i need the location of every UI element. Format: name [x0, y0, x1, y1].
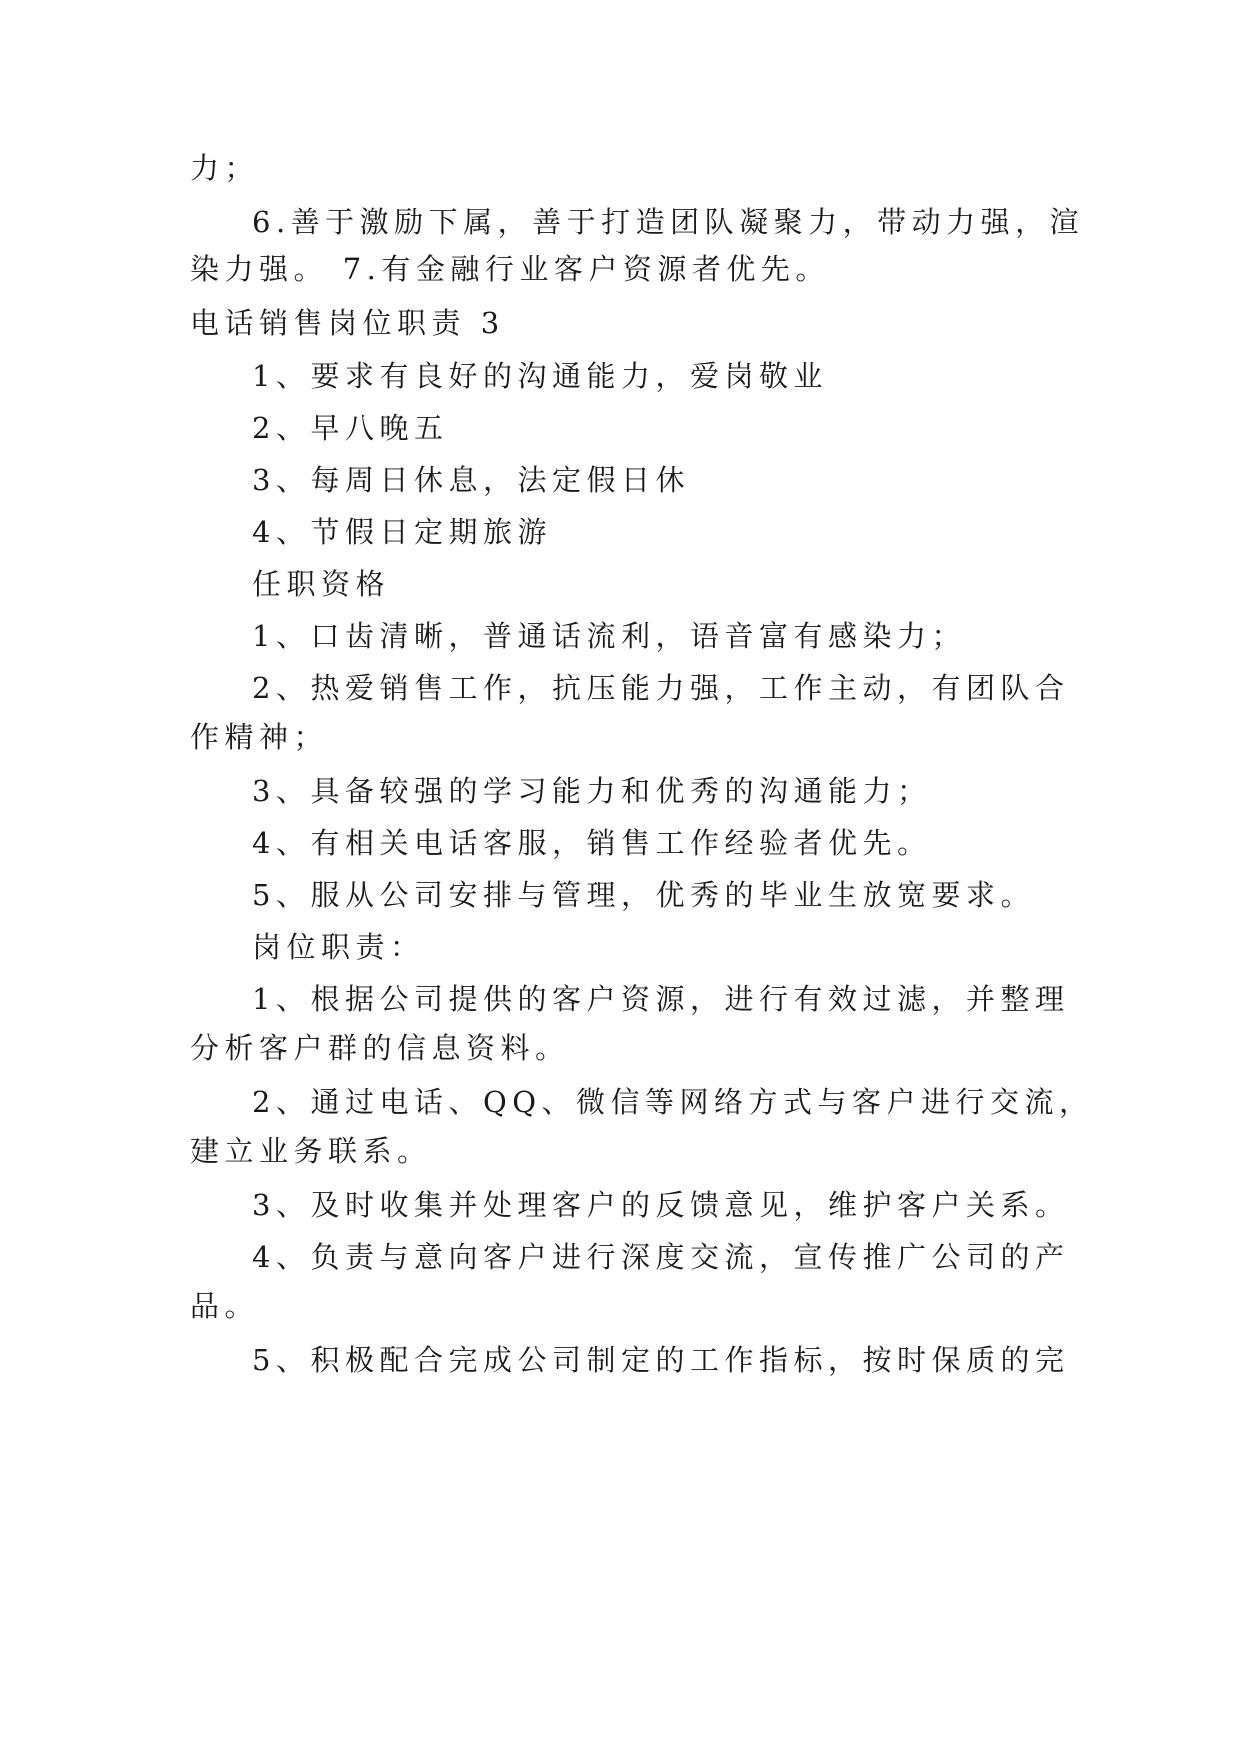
text-line: 5、服从公司安排与管理，优秀的毕业生放宽要求。: [252, 878, 1035, 912]
text-line: 5、积极配合完成公司制定的工作指标，按时保质的完: [252, 1343, 1070, 1377]
text-line: 4、负责与意向客户进行深度交流，宣传推广公司的产: [252, 1240, 1070, 1274]
text-line: 作精神；: [190, 720, 329, 754]
text-line: 染力强。 7.有金融行业客户资源者优先。: [190, 252, 830, 286]
text-line: 任职资格: [252, 567, 391, 601]
text-line: 1、口齿清晰，普通话流利，语音富有感染力；: [252, 619, 966, 653]
text-line: 3、具备较强的学习能力和优秀的沟通能力；: [252, 774, 932, 808]
text-line: 分析客户群的信息资料。: [190, 1031, 570, 1065]
text-line: 4、有相关电话客服，销售工作经验者优先。: [252, 826, 932, 860]
text-line: 3、及时收集并处理客户的反馈意见，维护客户关系。: [252, 1188, 1070, 1222]
text-line: 6.善于激励下属，善于打造团队凝聚力，带动力强，渲: [252, 205, 1085, 239]
text-line: 2、热爱销售工作，抗压能力强，工作主动，有团队合: [252, 671, 1070, 705]
text-line: 岗位职责：: [252, 930, 425, 964]
text-line: 1、要求有良好的沟通能力，爱岗敬业: [252, 359, 828, 393]
text-line: 建立业务联系。: [190, 1134, 432, 1168]
text-line: 2、通过电话、QQ、微信等网络方式与客户进行交流，: [252, 1085, 1094, 1119]
text-line: 力；: [190, 151, 260, 185]
text-line: 2、早八晚五: [252, 411, 449, 445]
text-line: 电话销售岗位职责 3: [190, 306, 505, 340]
text-line: 3、每周日休息，法定假日休: [252, 463, 690, 497]
text-line: 品。: [190, 1289, 260, 1323]
text-line: 1、根据公司提供的客户资源，进行有效过滤，并整理: [252, 982, 1070, 1016]
text-line: 4、节假日定期旅游: [252, 515, 552, 549]
